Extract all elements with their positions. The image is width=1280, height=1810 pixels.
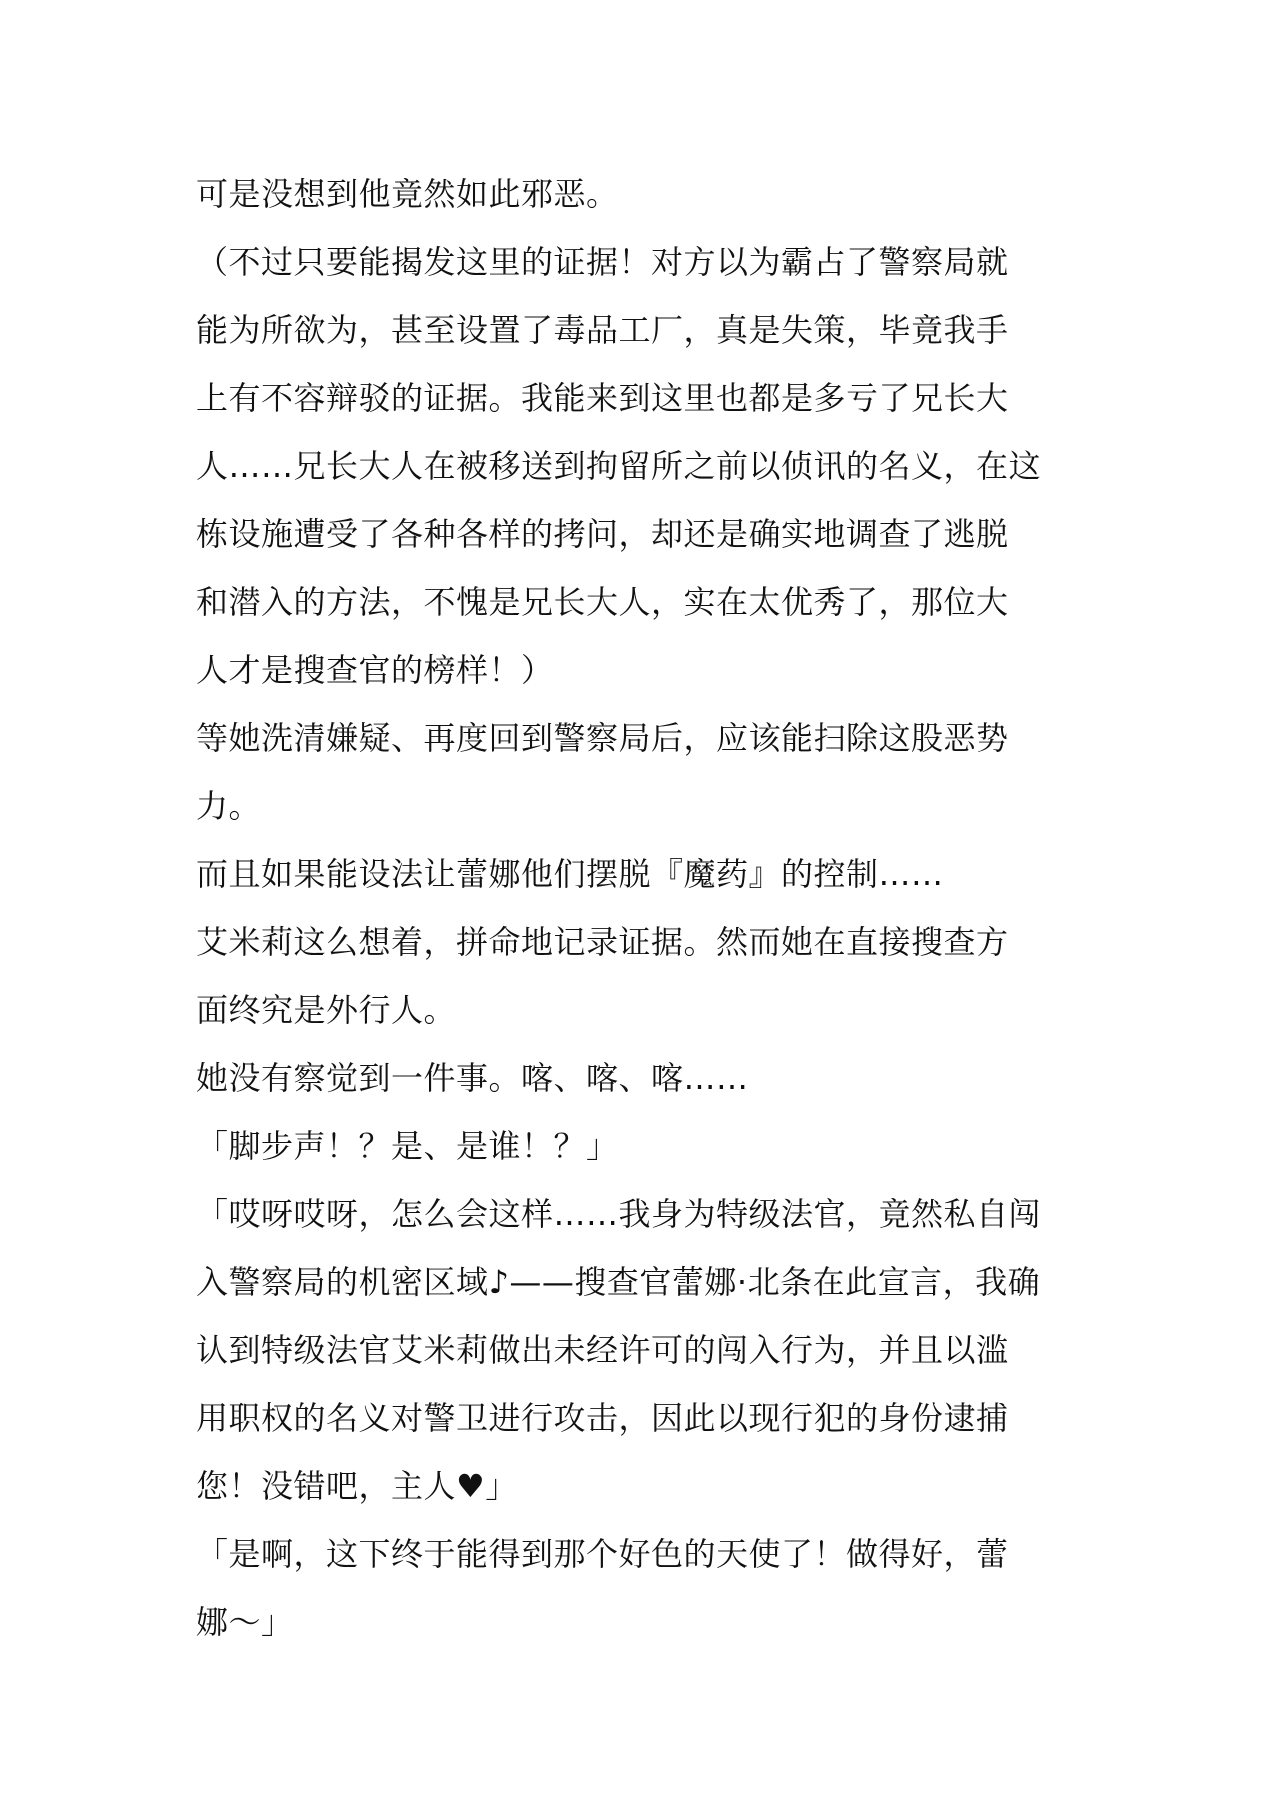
text-line: 和潜入的方法，不愧是兄长大人，实在太优秀了，那位大 [196, 583, 1009, 621]
text-line: （不过只要能揭发这里的证据！对方以为霸占了警察局就 [196, 243, 1009, 281]
text-line: 入警察局的机密区域♪——搜查官蕾娜·北条在此宣言，我确 [196, 1263, 1041, 1301]
text-line: 用职权的名义对警卫进行攻击，因此以现行犯的身份逮捕 [196, 1399, 1009, 1437]
text-line: 上有不容辩驳的证据。我能来到这里也都是多亏了兄长大 [196, 379, 1009, 417]
text-line: 力。 [196, 787, 262, 825]
text-line: 您！没错吧，主人♥」 [196, 1467, 518, 1505]
text-line: 「是啊，这下终于能得到那个好色的天使了！做得好，蕾 [196, 1535, 1009, 1573]
text-line: 人……兄长大人在被移送到拘留所之前以侦讯的名义，在这 [196, 447, 1042, 485]
text-line: 而且如果能设法让蕾娜他们摆脱『魔药』的控制…… [196, 855, 944, 893]
text-line: 栋设施遭受了各种各样的拷问，却还是确实地调查了逃脱 [196, 515, 1009, 553]
text-line: 艾米莉这么想着，拼命地记录证据。然而她在直接搜查方 [196, 923, 1009, 961]
text-line: 娜～」 [196, 1603, 294, 1641]
text-line: 可是没想到他竟然如此邪恶。 [196, 175, 619, 213]
text-line: 认到特级法官艾米莉做出未经许可的闯入行为，并且以滥 [196, 1331, 1009, 1369]
text-line: 她没有察觉到一件事。喀、喀、喀…… [196, 1059, 749, 1097]
text-line: 能为所欲为，甚至设置了毒品工厂，真是失策，毕竟我手 [196, 311, 1009, 349]
text-line: 「脚步声！？是、是谁！？」 [196, 1127, 619, 1165]
text-line: 「哎呀哎呀，怎么会这样……我身为特级法官，竟然私自闯 [196, 1195, 1042, 1233]
text-line: 人才是搜查官的榜样！） [196, 651, 554, 689]
document-body [196, 160, 1096, 1656]
text-line: 等她洗清嫌疑、再度回到警察局后，应该能扫除这股恶势 [196, 719, 1009, 757]
text-line: 面终究是外行人。 [196, 991, 457, 1029]
